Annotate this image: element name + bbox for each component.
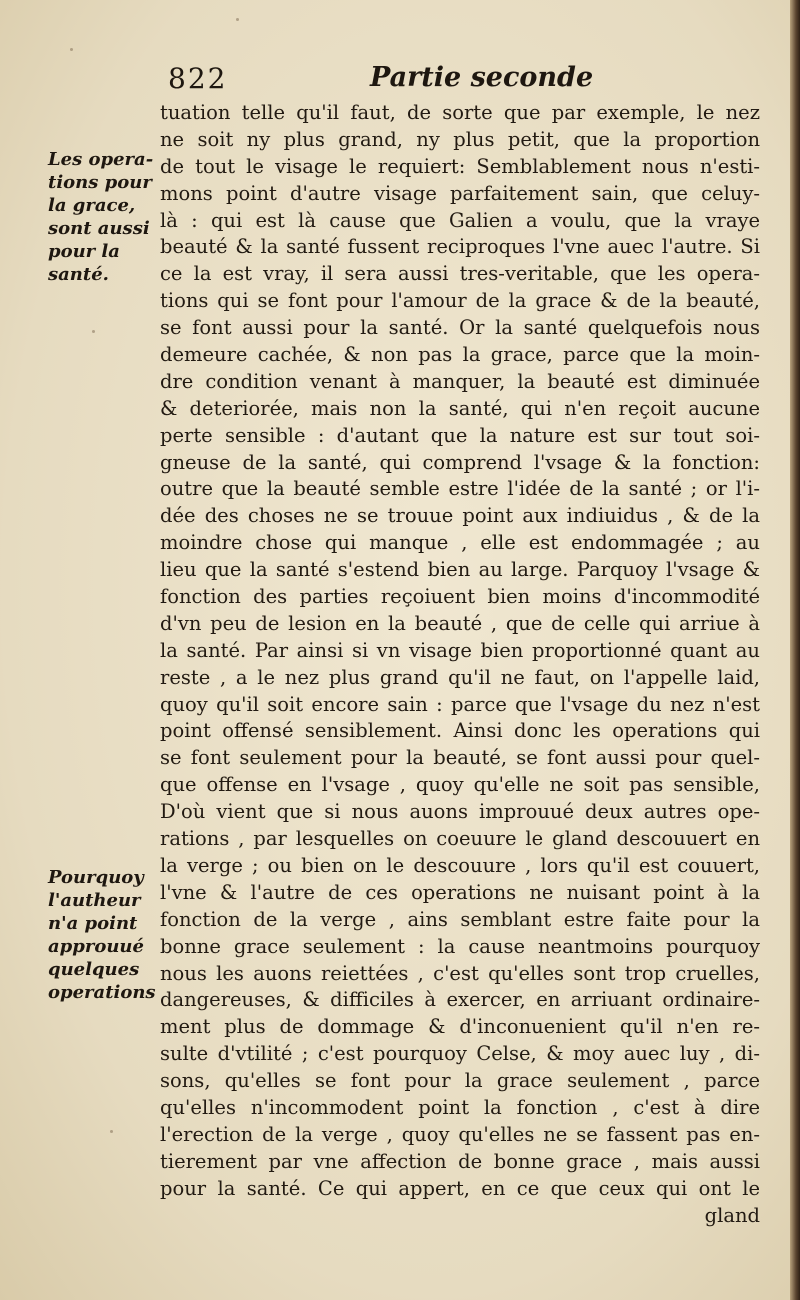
text-line: gland: [704, 1203, 760, 1227]
text-line: de tout le visage le requiert: Semblablement nous n'esti-: [160, 154, 760, 178]
margin-note-line: la grace,: [48, 195, 136, 216]
text-line: que offense en l'vsage , quoy qu'elle ne soit pas sensible,: [160, 773, 760, 797]
margin-note-line: operations: [48, 982, 156, 1003]
margin-note-line: approuué: [48, 936, 144, 957]
text-line: D'où vient que si nous auons improuué deux autres ope-: [160, 800, 760, 824]
paper-speck: [70, 48, 73, 51]
text-line: tions qui se font pour l'amour de la grace & de la beauté,: [160, 289, 760, 313]
margin-note-line: pour la: [48, 241, 120, 262]
running-title: Partie seconde: [370, 62, 594, 93]
text-line: l'vne & l'autre de ces operations ne nuisant point à la: [160, 880, 760, 904]
margin-note-line: sont aussi: [48, 218, 150, 239]
text-line: beauté & la santé fussent reciproques l'vne auec l'autre. Si: [160, 235, 760, 259]
text-line: dée des choses ne se trouue point aux indiuidus , & de la: [160, 504, 760, 528]
margin-note-line: santé.: [48, 264, 109, 285]
text-line: ne soit ny plus grand, ny plus petit, que la proportion: [160, 127, 760, 151]
text-line: l'erection de la verge , quoy qu'elles ne se fassent pas en-: [160, 1122, 760, 1146]
text-line: point offensé sensiblement. Ainsi donc les operations qui: [160, 719, 760, 743]
text-line: lieu que la santé s'estend bien au large. Parquoy l'vsage &: [160, 558, 760, 582]
paper-speck: [92, 330, 95, 333]
margin-note-grace: [48, 148, 158, 286]
book-gutter: [790, 0, 800, 1300]
text-line: reste , a le nez plus grand qu'il ne faut, on l'appelle laid,: [160, 665, 760, 689]
text-line: pour la santé. Ce qui appert, en ce que ceux qui ont le: [160, 1176, 760, 1200]
text-line: d'vn peu de lesion en la beauté , que de celle qui arriue à: [160, 611, 760, 635]
text-line: la verge ; ou bien on le descouure , lors qu'il est couuert,: [160, 853, 760, 877]
text-line: moindre chose qui manque , elle est endommagée ; au: [160, 531, 760, 555]
text-line: se font aussi pour la santé. Or la santé quelquefois nous: [160, 316, 760, 340]
paper-speck: [110, 1130, 113, 1133]
text-line: dangereuses, & difficiles à exercer, en arriuant ordinaire-: [160, 988, 760, 1012]
body-text: [160, 100, 760, 1229]
text-line: outre que la beauté semble estre l'idée de la santé ; or l'i-: [160, 477, 760, 501]
text-line: gneuse de la santé, qui comprend l'vsage & la fonction:: [160, 450, 760, 474]
margin-note-line: n'a point: [48, 913, 138, 934]
paper-speck: [236, 18, 239, 21]
text-line: tuation telle qu'il faut, de sorte que par exemple, le nez: [160, 101, 760, 124]
page-header: [160, 62, 740, 102]
text-line: fonction des parties reçoiuent bien moins d'incommodité: [160, 585, 760, 609]
text-line: bonne grace seulement : la cause neantmoins pourquoy: [160, 934, 760, 958]
margin-note-line: Pourquoy: [48, 867, 144, 888]
text-line: ment plus de dommage & d'inconuenient qu'il n'en re-: [160, 1015, 760, 1039]
text-line: sons, qu'elles se font pour la grace seulement , parce: [160, 1069, 760, 1093]
margin-note-line: Les opera-: [48, 149, 154, 170]
text-line: se font seulement pour la beauté, se font aussi pour quel-: [160, 746, 760, 770]
margin-note-line: l'autheur: [48, 890, 141, 911]
text-line: perte sensible : d'autant que la nature est sur tout soi-: [160, 423, 760, 447]
text-line: là : qui est là cause que Galien a voulu, que la vraye: [160, 208, 760, 232]
page-number: 822: [168, 62, 228, 95]
text-line: qu'elles n'incommodent point la fonction , c'est à dire: [160, 1095, 760, 1119]
text-line: sulte d'vtilité ; c'est pourquoy Celse, & moy auec luy , di-: [160, 1042, 760, 1066]
text-line: ce la est vray, il sera aussi tres-veritable, que les opera-: [160, 262, 760, 286]
text-line: nous les auons reiettées , c'est qu'elles sont trop cruelles,: [160, 961, 760, 985]
text-line: la santé. Par ainsi si vn visage bien proportionné quant au: [160, 638, 760, 662]
text-line: rations , par lesquelles on coeuure le gland descouuert en: [160, 827, 760, 851]
margin-note-line: tions pour: [48, 172, 152, 193]
text-line: fonction de la verge , ains semblant estre faite pour la: [160, 907, 760, 931]
text-line: & deteriorée, mais non la santé, qui n'en reçoit aucune: [160, 396, 760, 420]
text-line: demeure cachée, & non pas la grace, parce que la moin-: [160, 343, 760, 367]
text-line: dre condition venant à manquer, la beauté est diminuée: [160, 369, 760, 393]
text-line: quoy qu'il soit encore sain : parce que l'vsage du nez n'est: [160, 692, 760, 716]
margin-note-operations: [48, 866, 158, 1004]
text-line: mons point d'autre visage parfaitement sain, que celuy-: [160, 181, 760, 205]
text-line: tierement par vne affection de bonne grace , mais aussi: [160, 1149, 760, 1173]
margin-note-line: quelques: [48, 959, 140, 980]
